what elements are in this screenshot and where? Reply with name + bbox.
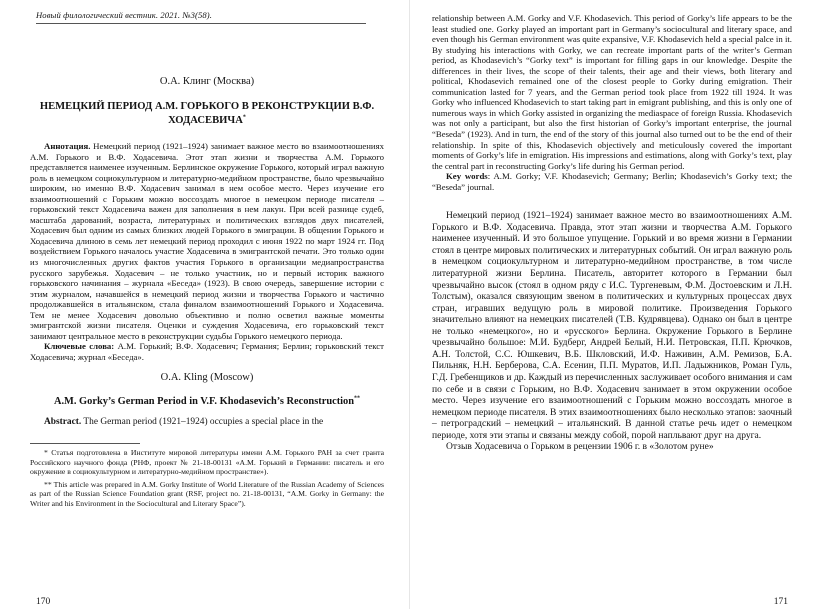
page-number-right: 171 xyxy=(773,597,788,607)
keywords-en xyxy=(432,171,792,192)
page-number-left: 170 xyxy=(36,597,51,607)
right-page xyxy=(410,0,820,609)
abstract-ru-text: Немецкий период (1921–1924) занимает важное место во взаимоотношениях А.М. Горького и В.Ф. Ходасевича. Этот этап жизни и творчества А.М. Горького представляется наименее изученным. Берлинское окружение Горького, который играл важную роль в немецком социокультурном и литературно-медийном пространстве, было чрезвычайно широким, но именно В.Ф. Ходасевич занимал в нем особое место. Через изучение его взаимоотношений с Горьким можно воссоздать многое в немецком периоде писателя – горьковский текст Ходасевича важен для заполнения в нем лакун. При всей разнице судеб, масштаба дарований, возраста, литературных и политических взглядов двух писателей, Ходасевич был одним из самых близких людей Горького в эмиграции. В общении Горького и Ходасевича длиною в семь лет немецкий период проходил с июня 1922 по март 1924 гг. Под воздействием Горького началось участие Ходасевича в эмигрантской печати. Это только один из многочисленных других фактов участия Горького в организации медиапространства русского зарубежья. Ходасевич – не только участник, но и первый историк важного горьковского начинания – журнала «Беседа» (1923). В свою очередь, завершение истории с этим журналом, начавшейся в немецкий период жизни и творчества Горького и частично продолжавшейся в итальянском, стала финалом взаимоотношений Горького и Ходасевича. Тем не менее Ходасевич довольно объективно и полно осветил важные моменты эмигрантской жизни писателя. Оценки и суждения Ходасевича, его горьковский текст занимают центральное место в реконструкции судьбы Горького немецкого периода. xyxy=(30,141,384,341)
abstract-en-start-text: The German period (1921–1924) occupies a special place in the xyxy=(81,417,324,428)
body-paragraph-2: Отзыв Ходасевича о Горьком в рецензии 1906 г. в «Золотом руне» xyxy=(446,441,714,453)
abstract-en-continued: relationship between A.M. Gorky and V.F. Khodasevich. This period of Gorky’s life appears to be the least studied one. Gorky played an important part in Germany’s sociocultural and literary space, and even though his German environment was quite expansive, V.F. Khodasevich held a special palce in it. By studying his interactions with Gorky, we can recreate important parts of the writer’s German period, as Khodasevich’s “Gorky text” is important for filling gaps in our knowledge. Despite the differences in their lives, the scope of their talents, their age and their views, both literary and political, Khodasevich remained one of the closest people to Gorky during emigration. Their communication lasted for 7 years, and the German period took place from 1922 till 1924. It was Gorky who influenced Khodasevich to start taking part in emigrant publishing, and this is only one of numerous ways in which Gorky assisted in organizing the mediaspace of foreign Russia. Khodasevich was not only a participant, but also the first historian of Gorky’s important enterprise, the journal “Beseda” (1923). And in turn, the end of the story of this journal also turned out to be the end of their relationship. In spite of this, Khodasevich objectively and meticulously covered the important moments of Gorky’s life in emigration. His impressions and estimations, along with Gorky’s text, play the central part in reconstructing Gorky’s life during his German period. xyxy=(432,13,792,171)
footnote-1: * Статья подготовлена в Институте мировой литературы имени А.М. Горького РАН за счет гранта Российского научного фонда (РНФ, проект № 21-18-00131 «А.М. Горький в Германии: писатель и его окружение в социокультурном и литературно-медийном пространстве»). xyxy=(30,447,384,477)
title-ru xyxy=(36,100,378,127)
abstract-ru xyxy=(30,141,384,341)
keywords-ru-text: А.М. Горький; В.Ф. Ходасевич; Германия; Берлин; горьковский текст Ходасевича; журнал «Беседа». xyxy=(30,341,384,362)
keywords-ru-label: Ключевые слова: xyxy=(44,341,115,352)
title-ru-footnote-mark: * xyxy=(242,113,246,120)
author-ru: О.А. Клинг (Москва) xyxy=(159,76,255,87)
keywords-en-label: Key words xyxy=(446,171,488,182)
running-head: Новый филологический вестник. 2021. №3(58). xyxy=(36,10,212,20)
title-ru-text: НЕМЕЦКИЙ ПЕРИОД А.М. ГОРЬКОГО В РЕКОНСТРУКЦИИ В.Ф. ХОДАСЕВИЧА xyxy=(39,101,375,126)
keywords-ru xyxy=(30,341,384,362)
body-paragraph-1: Немецкий период (1921–1924) занимает важное место во взаимоотношениях А.М. Горького и В.Ф. Ходасевича. Правда, этот этап жизни и творчества А.М. Горького наименее изученный. И это большое упущение. Горький и во время жизни в Германии стоял в центре мировых политических и литературных событий. Он играл важную роль в немецком социокультурном и литературно-медийном пространстве, в том числе литературной жизни Берлина. Писатель, авторитет которого в Германии был чрезвычайно высок (стоял в одном ряду с И.С. Тургеневым, Ф.М. Достоевским и Л.Н. Толстым), оказался связующим звеном в политических и культурных процессах двух стран, игравших ведущую роль в мировой политике. Произведения Горького значительно влияют на немецких писателей (Т.В. Кудрявцева). Однако он был в центре не только «немецкого», но и «русского» Берлина. Окружение Горького в Берлине чрезвычайно большое: М.И. Будберг, Андрей Белый, Н.И. Петровская, П.П. Крючков, А.Н. Толстой, С.С. Юшкевич, В.Б. Шкловский, И.Ф. Наживин, А.М. Ремизов, Б.А. Пильняк, Н.Н. Берберова, С.А. Есенин, П.П. Муратов, И.П. Ладыжников, Роман Гуль, Г.Д. Гребенщиков и др. Каждый из перечисленных заслуживает особого внимания и сам по себе и в связи с Горьким, но В.Ф. Ходасевич занимает в этом окружении особое место. Через изучение его взаимоотношений с Горьким можно воссоздать многое в немецком периоде писателя. В этих взаимоотношениях было несколько этапов: заочный – петроградский – немецкий – итальянский. В данной статье речь идет о немецком периоде, хотя эти этапы и связаны между собой, порой напльвают друг на друга. xyxy=(432,210,792,441)
header-rule xyxy=(36,23,366,24)
title-en-text: A.M. Gorky’s German Period in V.F. Khodasevich’s Reconstruction xyxy=(53,396,355,408)
keywords-en-text: : A.M. Gorky; V.F. Khodasevich; Germany; Berlin; Khodasevich’s Gorky text; the “Beseda” journal. xyxy=(432,171,792,192)
abstract-ru-label: Аннотация. xyxy=(44,141,91,151)
footnote-2: ** This article was prepared in A.M. Gorky Institute of World Literature of the Russian Academy of Sciences as part of the Russian Science Foundation grant (RSF, project no. 21-18-00131, “A.M. Gorky in Germany: the Writer and his Environment in the Sociocultural and Literary Space”). xyxy=(30,479,384,508)
footnote-rule xyxy=(30,443,140,444)
author-en: O.A. Kling (Moscow) xyxy=(160,372,254,384)
abstract-en-label: Abstract. xyxy=(44,417,82,428)
title-en-footnote-mark: ** xyxy=(354,396,361,403)
title-en xyxy=(30,396,384,407)
abstract-en xyxy=(30,417,384,429)
